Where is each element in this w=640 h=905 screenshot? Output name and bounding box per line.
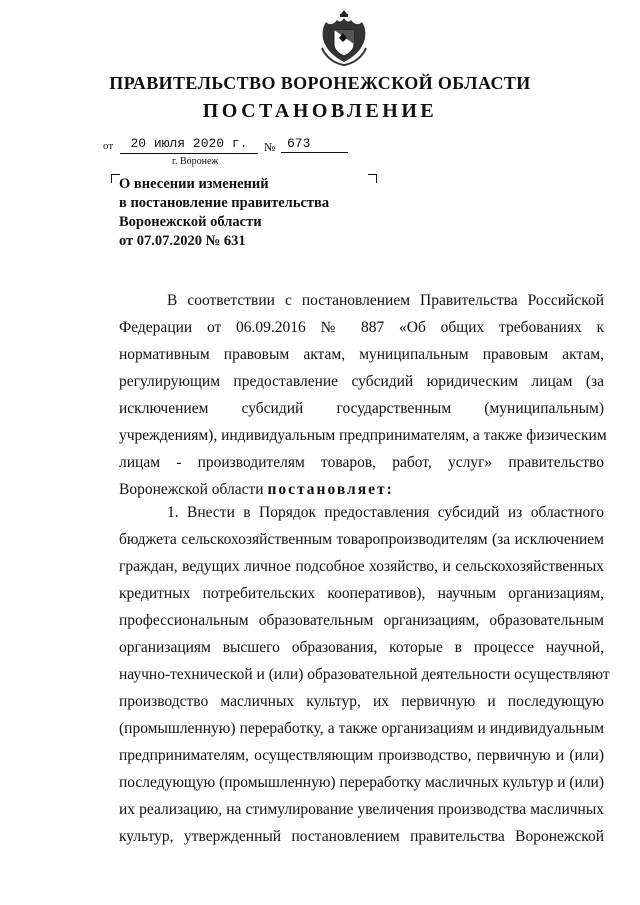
text-line: нормативным правовым актам, муниципальным правовым актам,	[119, 346, 604, 363]
resolution-keyword: постановляет:	[267, 481, 394, 498]
text-line: их реализацию, на стимулирование увеличения производства масличных	[119, 801, 604, 818]
coat-of-arms-icon	[318, 8, 370, 66]
text-line: профессиональным образовательным организациям, образовательным	[119, 612, 604, 629]
text-fragment: Воронежской области	[119, 481, 268, 498]
document-city: г. Воронеж	[172, 156, 219, 167]
subject-line: от 07.07.2020 № 631	[119, 233, 246, 249]
date-prefix: от	[103, 140, 114, 152]
document-type: ПОСТАНОВЛЕНИЕ	[202, 100, 438, 122]
subject-line: в постановление правительства	[119, 195, 330, 211]
text-line: учреждениям), индивидуальным предпринимателям, а также физическим	[119, 427, 607, 444]
text-line: исключением субсидий государственным (муниципальным)	[119, 400, 604, 417]
text-line: граждан, ведущих личное подсобное хозяйство, и сельскохозяйственных	[119, 558, 604, 575]
text-line: кредитных потребительских кооперативов), научным организациям,	[119, 585, 604, 602]
organization-title: ПРАВИТЕЛЬСТВО ВОРОНЕЖСКОЙ ОБЛАСТИ	[109, 73, 531, 93]
document-date: 20 июля 2020 г.	[120, 136, 258, 154]
text-line: (промышленную) переработку, а также организациям и индивидуальным	[119, 720, 604, 737]
text-line: Федерации от 06.09.2016 № 887 «Об общих требованиях к	[119, 319, 604, 336]
clause-1-paragraph	[119, 499, 610, 850]
text-line: бюджета сельскохозяйственным товаропроизводителям (за исключением	[119, 531, 604, 548]
text-line: предпринимателям, осуществляющим производство, первичную и (или)	[119, 747, 604, 764]
number-prefix: №	[264, 140, 276, 154]
text-line: производство масличных культур, их первичную и последующую	[119, 693, 604, 710]
document-subject	[119, 175, 379, 251]
text-line: научно-технической и (или) образовательной деятельности осуществляют	[119, 666, 610, 683]
text-line: 1. Внести в Порядок предоставления субсидий из областного	[167, 504, 604, 521]
text-line: регулирующим предоставление субсидий юридическим лицам (за	[119, 373, 604, 390]
text-line: лицам - производителям товаров, работ, услуг» правительство	[119, 454, 604, 471]
text-line: организациям высшего образования, которые в процессе научной,	[119, 639, 604, 656]
text-line: В соответствии с постановлением Правительства Российской	[167, 292, 604, 309]
preamble-paragraph	[119, 287, 607, 503]
text-line: культур, утвержденный постановлением правительства Воронежской	[119, 828, 604, 845]
text-line: последующую (промышленную) переработку масличных культур и (или)	[119, 774, 605, 791]
subject-line: Воронежской области	[119, 214, 262, 230]
document-number: 673	[281, 136, 348, 153]
subject-line: О внесении изменений	[119, 176, 269, 192]
